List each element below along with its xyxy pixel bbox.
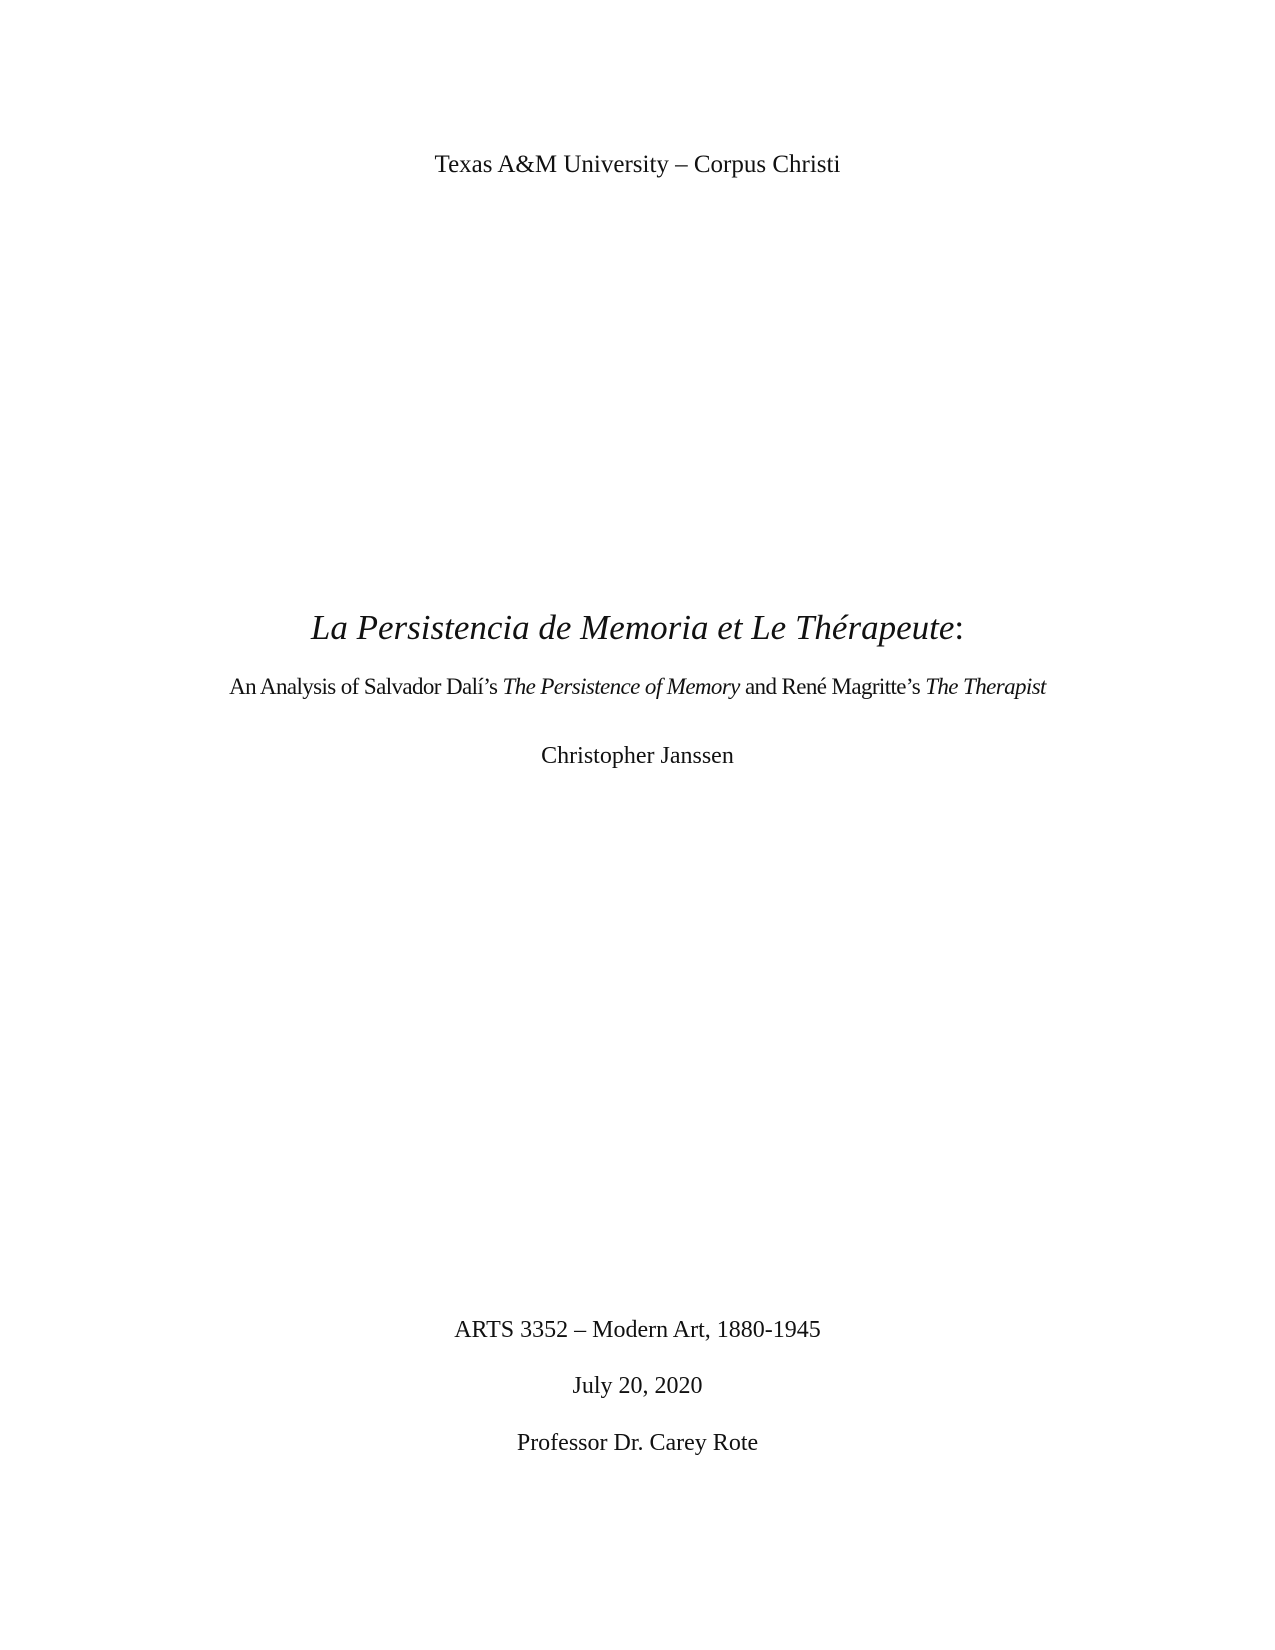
subtitle-part-2: and René Magritte’s [739,674,926,699]
professor-name: Professor Dr. Carey Rote [516,1430,759,1456]
submission-date: July 20, 2020 [572,1373,703,1399]
course-info: ARTS 3352 – Modern Art, 1880-1945 [454,1317,821,1343]
subtitle-part-1: An Analysis of Salvador Dalí’s [229,674,503,699]
subtitle-work-1: The Persistence of Memory [502,674,740,699]
paper-title-colon: : [954,608,965,647]
paper-title-italic: La Persistencia de Memoria et Le Thérapeute [310,608,955,647]
paper-subtitle [0,675,1275,698]
paper-title [0,610,1275,645]
author-name: Christopher Janssen [541,743,734,769]
subtitle-work-2: The Therapist [925,674,1046,699]
university-name: Texas A&M University – Corpus Christi [434,151,841,178]
